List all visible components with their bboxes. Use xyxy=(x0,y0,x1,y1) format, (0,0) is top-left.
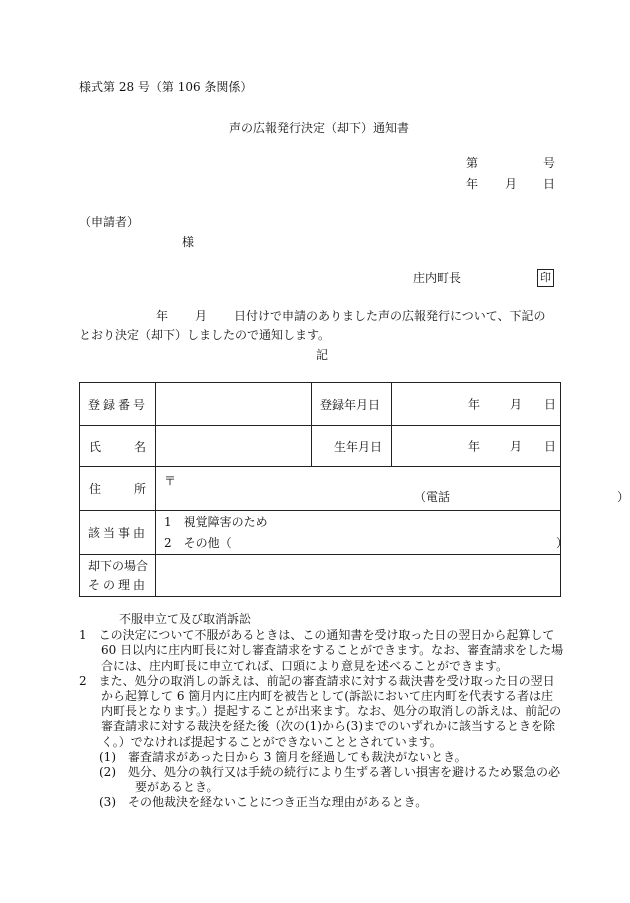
body-line1: 日付けで申請のありました声の広報発行について、下記の xyxy=(234,309,546,323)
reason-label-text: 該当事由 xyxy=(88,526,149,540)
birth-label xyxy=(312,426,392,467)
reject-label-line2: その理由 xyxy=(88,577,149,592)
table-row xyxy=(80,426,561,467)
note-item-2: 2 また、処分の取消しの訴えは、前記の審査請求に対する裁決書を受け取った日の翌日から起算して 6 箇月内に庄内町を被告として(訴訟において庄内町を代表する者は庄内町長となります。）提起することが出来ます。なお、処分の取消しの訴えは、前記の審査請求に対する裁決を経た後（次の(1)から(3)までのいずれかに該当するときを除く。）でなければ提起することができないこととされています。 xyxy=(79,673,562,749)
note-subitem-2: (2) 処分、処分の執行又は手続の続行により生ずる著しい損害を避けるため緊急の必要があるとき。 xyxy=(99,765,561,795)
reg-date-value xyxy=(392,383,561,426)
registration-table xyxy=(79,382,630,597)
address-value xyxy=(156,467,630,511)
form-number: 様式第 28 号（第 106 条関係） xyxy=(79,80,253,94)
doc-date-nen: 年 xyxy=(466,177,479,191)
reason-item-1: 1 視覚障害のため xyxy=(164,514,268,529)
doc-number-go: 号 xyxy=(543,156,556,170)
table-row xyxy=(80,467,561,511)
address-label xyxy=(80,467,156,511)
appeal-notes xyxy=(79,612,564,811)
phone-close: ） xyxy=(617,490,630,504)
note-subitem-1: (1) 審査請求があった日から 3 箇月を経過しても裁決がないとき。 xyxy=(99,749,467,764)
birth-date-value xyxy=(392,426,561,467)
reg-date-label xyxy=(312,383,392,426)
birth-date-nen: 年 xyxy=(468,439,481,454)
notes-heading: 不服申立て及び取消訴訟 xyxy=(119,612,252,626)
reject-label-line1: 却下の場合 xyxy=(88,558,149,573)
reason-item-2: 2 その他（ xyxy=(164,535,232,550)
name-value xyxy=(156,426,312,467)
reject-reason-value xyxy=(156,555,561,597)
seal-mark xyxy=(537,269,554,287)
reg-number-value xyxy=(156,383,312,426)
seal-label: 印 xyxy=(537,269,554,287)
reason-value xyxy=(156,511,569,555)
address-label-char2: 所 xyxy=(133,482,146,496)
address-label-char1: 住 xyxy=(89,482,102,496)
document-title: 声の広報発行決定（却下）通知書 xyxy=(229,121,410,135)
reg-date-tsuki: 月 xyxy=(510,397,523,412)
note-subitem-3: (3) その他裁決を経ないことにつき正当な理由があるとき。 xyxy=(99,795,428,810)
name-label-char2: 名 xyxy=(133,439,146,454)
table-row xyxy=(80,383,561,426)
doc-number-dai: 第 xyxy=(466,156,479,170)
body-nen: 年 xyxy=(156,309,169,323)
ki-label: 記 xyxy=(316,348,329,362)
reg-date-nen: 年 xyxy=(468,397,481,412)
applicant-sama: 様 xyxy=(182,235,195,249)
reason-close: ） xyxy=(556,535,569,550)
doc-date-hi: 日 xyxy=(543,177,556,191)
issuer-name: 庄内町長 xyxy=(413,271,462,285)
birth-label-text: 生年月日 xyxy=(333,439,382,454)
reg-date-label-text: 登録年月日 xyxy=(320,397,381,412)
birth-date-hi: 日 xyxy=(544,439,557,454)
postal-mark: 〒 xyxy=(164,474,177,488)
reject-label xyxy=(80,555,156,597)
body-tsuki: 月 xyxy=(195,309,208,323)
reason-label xyxy=(80,511,156,555)
doc-date-tsuki: 月 xyxy=(505,177,518,191)
phone-open: （電話 xyxy=(414,490,451,504)
applicant-label: （申請者） xyxy=(79,215,140,229)
body-line2: とおり決定（却下）しましたので通知します。 xyxy=(79,328,331,342)
note-item-1: 1 この決定について不服があるときは、この通知書を受け取った日の翌日から起算して 60 日以内に庄内町長に対し審査請求をすることができます。なお、審査請求をした場合には、庄内町長に申立てれば、口頭により意見を述べることができます。 xyxy=(79,628,564,673)
name-label-char1: 氏 xyxy=(89,439,102,454)
birth-date-tsuki: 月 xyxy=(510,439,523,454)
table-row xyxy=(80,511,561,555)
reg-number-label-text: 登録番号 xyxy=(88,397,149,412)
table-row xyxy=(80,555,561,597)
name-label xyxy=(80,426,156,467)
reg-number-label xyxy=(80,383,156,426)
reg-date-hi: 日 xyxy=(544,397,557,412)
